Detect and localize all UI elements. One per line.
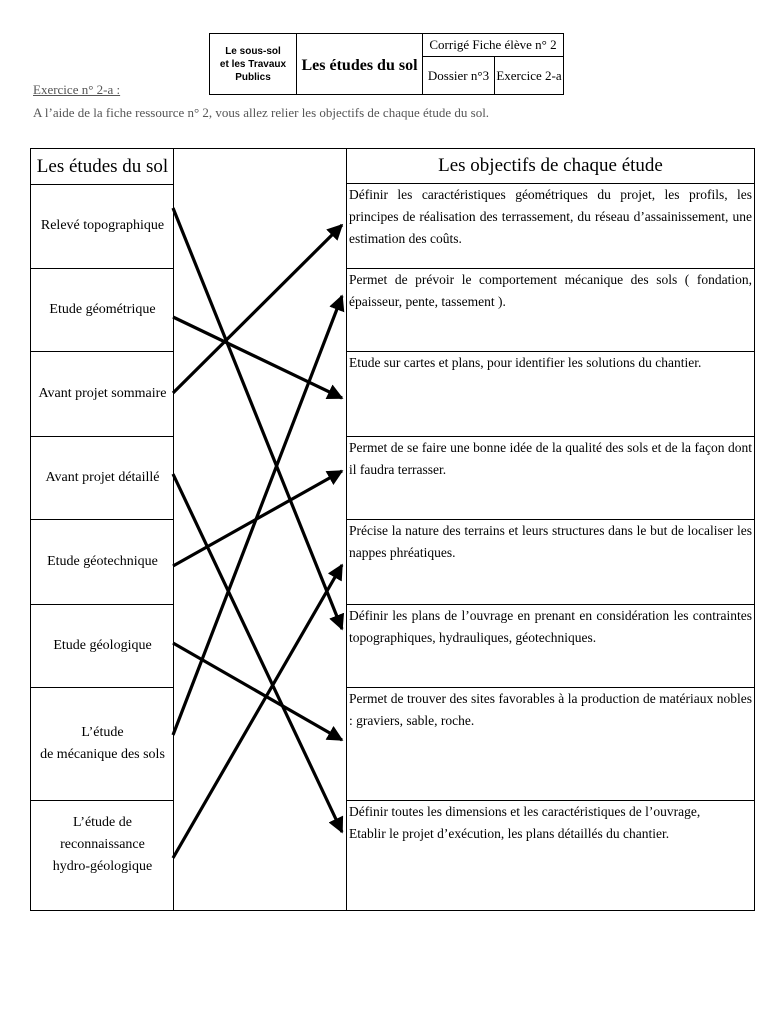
header-dossier: Dossier n°3 (423, 57, 495, 94)
study-cell: Avant projet détaillé (31, 437, 174, 520)
study-cell: Etude géotechnique (31, 520, 174, 605)
header-box (209, 33, 564, 95)
objectives-heading: Les objectifs de chaque étude (346, 149, 754, 184)
objective-cell: Etude sur cartes et plans, pour identifier les solutions du chantier. (346, 352, 754, 437)
objective-cell: Précise la nature des terrains et leurs structures dans le but de localiser les nappes phréatiques. (346, 520, 754, 605)
header-exercice: Exercice 2-a (496, 67, 562, 83)
study-cell: Relevé topographique (31, 184, 174, 269)
objective-cell: Permet de trouver des sites favorables à la production de matériaux nobles : graviers, sable, roche. (346, 688, 754, 801)
objective-cell: Définir les caractéristiques géométriques du projet, les profils, les principes de réalisation des terrassement, du réseau d’assainissement, une estimation des coûts. (346, 184, 754, 269)
matching-table (30, 148, 755, 911)
exercise-label: Exercice n° 2-a : (33, 82, 121, 97)
study-cell: L’étude de mécanique des sols (31, 688, 174, 801)
header-title: Les études du sol (297, 34, 423, 94)
study-cell: Etude géologique (31, 605, 174, 688)
header-fiche: Corrigé Fiche élève n° 2 (423, 34, 563, 57)
studies-heading: Les études du sol (31, 149, 174, 185)
objective-cell: Définir toutes les dimensions et les caractéristiques de l’ouvrage, Etablir le projet d’exécution, les plans détaillés du chantier. (346, 801, 754, 910)
study-cell: Etude géométrique (31, 269, 174, 352)
instruction-text: A l’aide de la fiche ressource n° 2, vous allez relier les objectifs de chaque étude du sol. (33, 105, 490, 120)
header-organisation: Le sous-sol et les Travaux Publics (210, 34, 297, 94)
study-cell: Avant projet sommaire (31, 352, 174, 437)
objective-cell: Permet de prévoir le comportement mécanique des sols ( fondation, épaisseur, pente, tassement ). (346, 269, 754, 352)
objective-cell: Définir les plans de l’ouvrage en prenant en considération les contraintes topographiques, hydrauliques, géotechniques. (346, 605, 754, 688)
objective-cell: Permet de se faire une bonne idée de la qualité des sols et de la façon dont il faudra terrasser. (346, 437, 754, 520)
study-cell: L’étude de reconnaissance hydro-géologique (52, 814, 153, 874)
